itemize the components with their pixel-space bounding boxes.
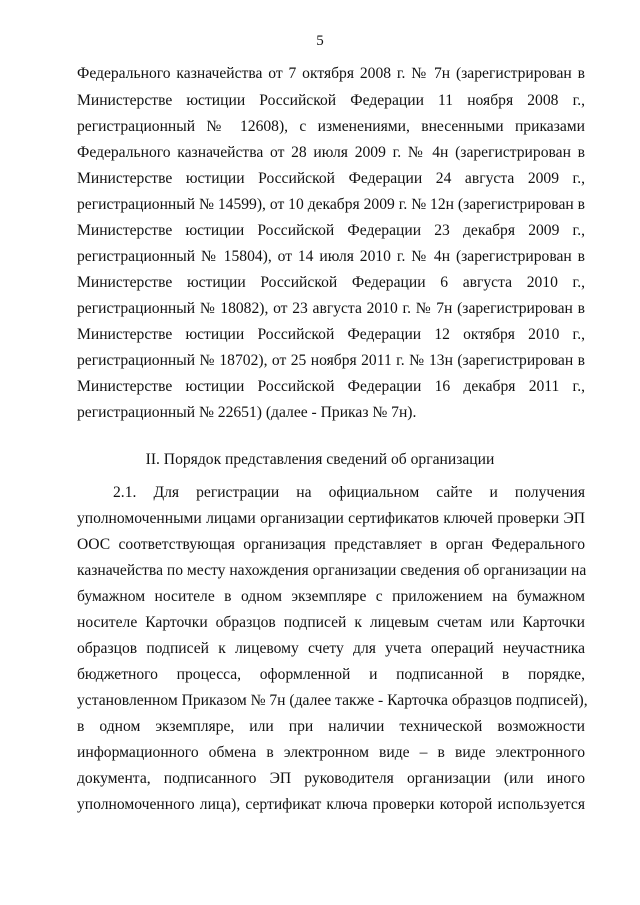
- paragraph-line: Министерстве юстиции Российской Федерации 11 ноября 2008 г.,: [77, 92, 585, 109]
- paragraph-line: установленном Приказом № 7н (далее также - Карточка образцов подписей),: [77, 692, 588, 709]
- paragraph-line: регистрационный № 15804), от 14 июля 2010 г. № 4н (зарегистрирован в: [77, 248, 585, 265]
- paragraph-line: регистрационный № 18082), от 23 августа 2010 г. № 7н (зарегистрирован в: [77, 300, 585, 317]
- paragraph-line: Министерстве юстиции Российской Федерации 23 декабря 2009 г.,: [77, 222, 585, 239]
- paragraph-line: Федерального казначейства от 28 июля 2009 г. № 4н (зарегистрирован в: [77, 144, 585, 161]
- paragraph-line: Министерстве юстиции Российской Федерации 24 августа 2009 г.,: [77, 170, 585, 187]
- paragraph-line: носителе Карточки образцов подписей к лицевым счетам или Карточки: [77, 614, 585, 631]
- paragraph-line: 2.1. Для регистрации на официальном сайте и получения: [113, 484, 585, 501]
- paragraph-line: документа, подписанного ЭП руководителя организации (или иного: [77, 770, 585, 787]
- paragraph-line: регистрационный № 18702), от 25 ноября 2011 г. № 13н (зарегистрирован в: [77, 352, 585, 369]
- paragraph-line: в одном экземпляре, или при наличии технической возможности: [77, 718, 585, 735]
- paragraph-line: уполномоченного лица), сертификат ключа проверки которой используется: [77, 796, 585, 813]
- page-number: 5: [316, 33, 324, 49]
- paragraph-line: образцов подписей к лицевому счету для учета операций неучастника: [77, 640, 585, 657]
- paragraph-line: регистрационный № 14599), от 10 декабря 2009 г. № 12н (зарегистрирован в: [77, 196, 585, 213]
- paragraph-line: бумажном носителе в одном экземпляре с приложением на бумажном: [77, 588, 585, 605]
- section-heading: II. Порядок представления сведений об организации: [145, 451, 495, 468]
- paragraph-line: Федерального казначейства от 7 октября 2008 г. № 7н (зарегистрирован в: [77, 65, 585, 82]
- paragraph-line: Министерстве юстиции Российской Федерации 6 августа 2010 г.,: [77, 274, 585, 291]
- paragraph-line: ООС соответствующая организация представляет в орган Федерального: [77, 536, 585, 553]
- paragraph-line: Министерстве юстиции Российской Федерации 12 октября 2010 г.,: [77, 326, 585, 343]
- paragraph-line: бюджетного процесса, оформленной и подписанной в порядке,: [77, 666, 585, 683]
- paragraph-line: регистрационный № 22651) (далее - Приказ № 7н).: [77, 404, 417, 421]
- paragraph-line: регистрационный № 12608), с изменениями, внесенными приказами: [77, 118, 585, 135]
- paragraph-line: казначейства по месту нахождения организации сведения об организации на: [77, 562, 587, 579]
- paragraph-line: Министерстве юстиции Российской Федерации 16 декабря 2011 г.,: [77, 378, 585, 395]
- paragraph-line: информационного обмена в электронном виде – в виде электронного: [77, 744, 585, 761]
- paragraph-line: уполномоченными лицами организации сертификатов ключей проверки ЭП: [77, 510, 585, 527]
